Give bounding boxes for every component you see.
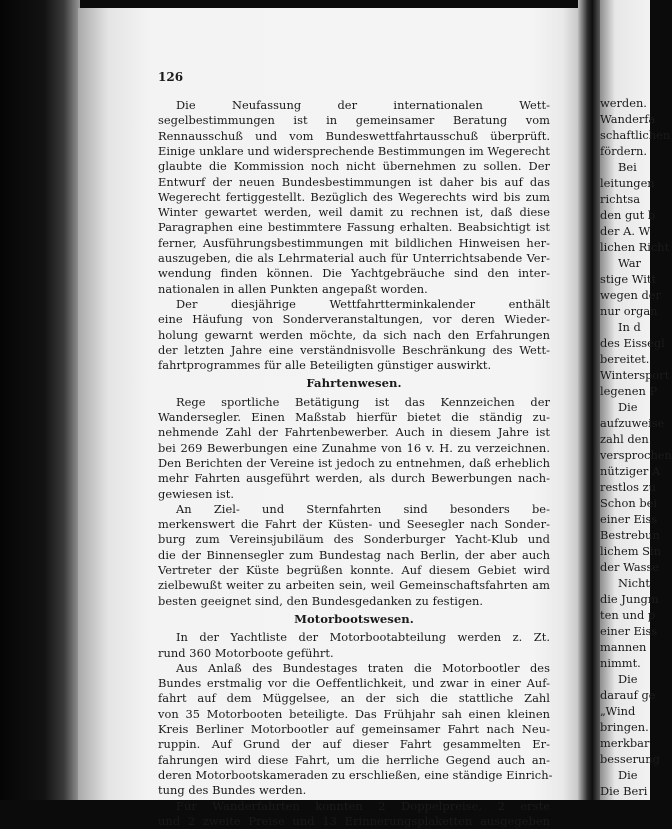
text-line: Wandersegler. Einen Maßstab hierfür bietet die ständig zu-: [158, 410, 550, 424]
right-page-fragment: Bei: [618, 160, 637, 174]
right-page-fragment: besserung: [600, 752, 660, 766]
right-page-fragment: War: [618, 256, 641, 270]
right-page-fragment: Bestrebun: [600, 528, 660, 542]
text-line: holung gewarnt werden möchte, da sich nach den Erfahrungen: [158, 327, 550, 342]
text-line: Kreis Berliner Motorbootler auf gemeinsamer Fahrt nach Neu-: [158, 722, 550, 736]
right-page-fragment: Die Beri: [600, 784, 648, 798]
right-page-fragment: leitungen: [600, 176, 655, 190]
right-page-fragment: nur organ: [600, 304, 658, 318]
text-line: mehr Fahrten ausgeführt werden, als durch Bewerbungen nach-: [158, 471, 550, 486]
right-page-fragment: „Wind: [600, 704, 636, 718]
text-line: der letzten Jahre eine verständnisvolle Beschränkung des Wett-: [158, 342, 550, 357]
text-line: segelbestimmungen ist in gemeinsamer Beratung vom: [158, 113, 550, 128]
text-line: fahrtprogrammes für alle Beteiligten günstiger auswirkt.: [158, 358, 492, 373]
right-page-fragment: Die: [618, 400, 638, 414]
section-heading-fahrtenwesen: Fahrtenwesen.: [306, 376, 402, 391]
right-page-fragment: In d: [618, 320, 641, 334]
text-line: fahrt auf dem Müggelsee, an der sich die stattliche Zahl: [158, 691, 550, 706]
right-page-fragment: ten und p: [600, 608, 656, 622]
text-line: nationalen in allen Punkten angepaßt worden.: [158, 281, 428, 296]
text-line: gewiesen ist.: [158, 486, 235, 501]
text-line: Vertreter der Küste begrüßen konnte. Auf diesem Gebiet wird: [158, 563, 550, 577]
text-line: Rege sportliche Betätigung ist das Kennzeichen der: [176, 394, 550, 409]
text-line: nehmende Zahl der Fahrtenbewerber. Auch in diesem Jahre ist: [158, 425, 550, 440]
text-line: Einige unklare und widersprechende Bestimmungen im Wegerecht: [158, 143, 550, 158]
right-page-text-fragments: [598, 0, 672, 800]
text-line: Paragraphen eine bestimmtere Fassung erhalten. Beabsichtigt ist: [158, 220, 550, 235]
right-page-fragment: die Jungm: [600, 592, 659, 606]
right-page-fragment: darauf ge: [600, 688, 656, 702]
right-page-fragment: der Wasse: [600, 560, 660, 574]
right-page-fragment: lichem Sin: [600, 544, 661, 558]
right-page-fragment: schaftlichen: [600, 128, 671, 142]
text-line: Aus Anlaß des Bundestages traten die Motorbootler des: [176, 660, 550, 675]
text-line: und 2 zweite Preise und 13 Erinnerungsplaketten ausgegeben: [158, 813, 550, 828]
text-line: Rennausschuß und vom Bundeswettfahrtausschuß überprüft.: [158, 128, 550, 143]
right-page-fragment: nimmt.: [600, 656, 641, 670]
text-line: tung des Bundes werden.: [158, 783, 307, 798]
text-line: die der Binnensegler zum Bundestag nach Berlin, der aber auch: [158, 547, 550, 562]
text-line: fahrungen wird diese Fahrt, um die herrliche Gegend auch an-: [158, 752, 550, 767]
right-page-fragment: Nicht: [618, 576, 650, 590]
right-page-fragment: merkbar: [600, 736, 650, 750]
text-line: Für Wanderfahrten konnten 2 Doppelpreise, 2 erste: [176, 798, 550, 813]
right-page-fragment: der A. W: [600, 224, 651, 238]
text-line: eine Häufung von Sonderveranstaltungen, vor deren Wieder-: [158, 312, 550, 327]
text-line: rund 360 Motorboote geführt.: [158, 645, 334, 660]
text-line: Bundes erstmalig vor die Oeffentlichkeit, und zwar in einer Auf-: [158, 676, 550, 691]
right-page-fragment: lichen Richt: [600, 240, 670, 254]
right-page-fragment: zahl den: [600, 432, 649, 446]
right-page-fragment: aufzuweise: [600, 416, 665, 430]
right-page-fragment: Schon bei: [600, 496, 658, 510]
page-number: 126: [158, 70, 184, 84]
text-line: glaubte die Kommission noch nicht übernehmen zu sollen. Der: [158, 159, 550, 174]
right-page-fragment: versprochen: [600, 448, 672, 462]
right-page-fragment: stige Witt: [600, 272, 657, 286]
text-line: burg zum Vereinsjubiläum des Sonderburger Yacht-Klub und: [158, 532, 550, 547]
text-line: wendung finden können. Die Yachtgebräuche sind den inter-: [158, 266, 550, 281]
right-page-fragment: einer Eiss: [600, 512, 658, 526]
book-edge-shadow: [0, 0, 80, 800]
text-line: merkenswert die Fahrt der Küsten- und Seesegler nach Sonder-: [158, 517, 550, 532]
right-page-fragment: wegen der: [600, 288, 661, 302]
right-page-fragment: Wanderfa: [600, 112, 656, 126]
right-page-fragment: richtsa: [600, 192, 641, 206]
text-line: Entwurf der neuen Bundesbestimmungen ist daher bis auf das: [158, 174, 550, 189]
text-line: Winter gewartet werden, weil damit zu rechnen ist, daß diese: [158, 205, 550, 220]
right-page-fragment: Die: [618, 768, 638, 782]
right-page-fragment: legenen P: [600, 384, 658, 398]
text-line: von 35 Motorbooten beteiligte. Das Frühjahr sah einen kleinen: [158, 706, 550, 721]
text-line: An Ziel- und Sternfahrten sind besonders be-: [176, 501, 550, 516]
right-page-fragment: den gut b: [600, 208, 656, 222]
right-page-fragment: bringen.: [600, 720, 649, 734]
text-line: Der diesjährige Wettfahrtterminkalender enthält: [176, 296, 550, 311]
text-line: ferner, Ausführungsbestimmungen mit bildlichen Hinweisen her-: [158, 235, 550, 250]
text-line: Wegerecht fertiggestellt. Bezüglich des Wegerechts wird bis zum: [158, 189, 550, 204]
right-page-fragment: Wintersport: [600, 368, 670, 382]
right-page-fragment: restlos zu: [600, 480, 656, 494]
right-page-fragment: mannen: [600, 640, 647, 654]
right-page-fragment: des Eissegl: [600, 336, 665, 350]
text-line: zielbewußt weiter zu arbeiten sein, weil Gemeinschaftsfahrten am: [158, 578, 550, 593]
text-line: Den Berichten der Vereine ist jedoch zu entnehmen, daß erheblich: [158, 455, 550, 470]
right-page-fragment: einer Eiss: [600, 624, 658, 638]
right-page-fragment: werden.: [600, 96, 647, 110]
text-line: In der Yachtliste der Motorbootabteilung werden z. Zt.: [176, 630, 550, 645]
right-page-fragment: Die: [618, 672, 638, 686]
text-line: ruppin. Auf Grund der auf dieser Fahrt gesammelten Er-: [158, 737, 550, 752]
text-line: deren Motorbootskameraden zu erschließen, eine ständige Einrich-: [158, 767, 553, 782]
right-page-fragment: nütziger A: [600, 464, 661, 478]
text-line: Die Neufassung der internationalen Wett-: [176, 98, 550, 112]
text-line: bei 269 Bewerbungen eine Zunahme von 16 v. H. zu verzeichnen.: [158, 440, 550, 455]
text-line: besten geeignet sind, den Bundesgedanken zu festigen.: [158, 593, 484, 608]
text-line: auszugeben, die als Lehrmaterial auch für Unterrichtsabende Ver-: [158, 251, 550, 265]
section-heading-motorbootswesen: Motorbootswesen.: [294, 611, 414, 626]
right-page-fragment: fördern.: [600, 144, 647, 158]
right-page-fragment: bereitet.: [600, 352, 650, 366]
